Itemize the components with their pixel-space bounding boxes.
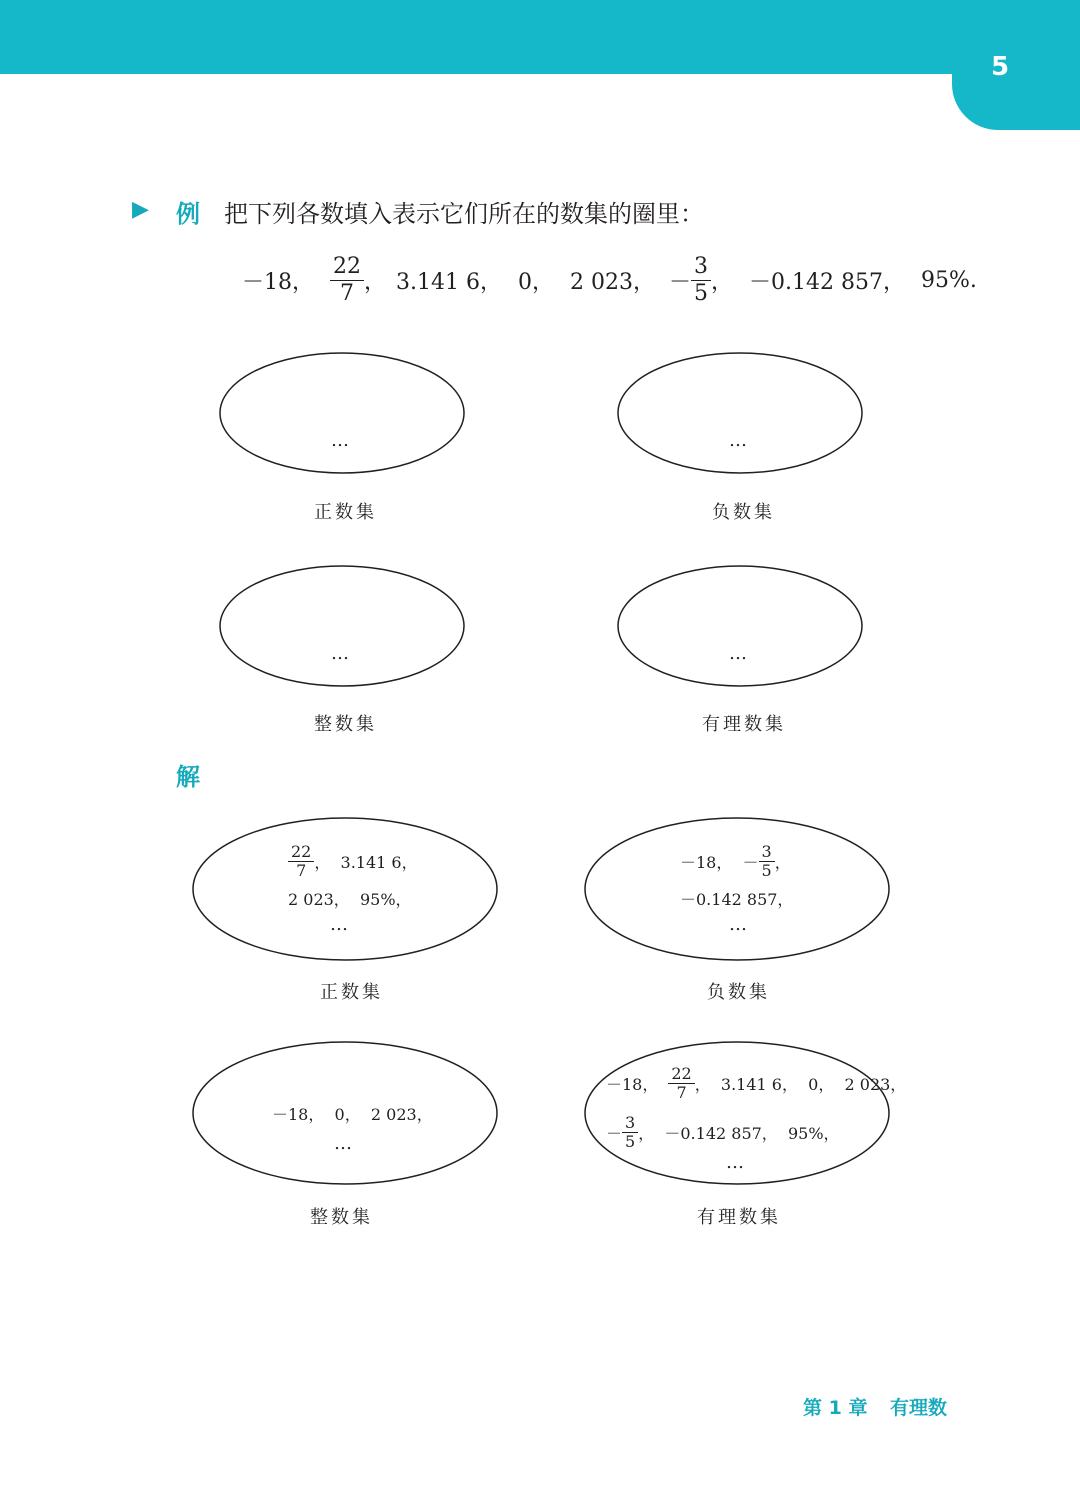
fraction-3-5: $\frac{3}{5}$ [691,254,711,306]
number-item: 2 023， [570,269,655,295]
example-prompt: 把下列各数填入表示它们所在的数集的圈里： [224,200,704,228]
ellipsis: … [331,430,350,451]
number-item: 0， [518,269,554,295]
solution-positive-ellipse [193,818,497,960]
integer-set-label: 整数集 [314,714,377,735]
play-arrow-icon: ▶ [132,196,149,222]
ellipsis: … [729,430,748,451]
ellipsis: … [330,914,349,935]
page-number: 5 [990,52,1010,82]
solution-label: 解 [176,763,200,791]
fraction-3-5: $\frac{3}{5}$ [759,843,775,881]
ellipsis: … [331,643,350,664]
negative-set-line1: －18， － $\frac{3}{5}$ ， [680,842,791,881]
negative-set-label: 负数集 [707,982,770,1003]
example-label: 例 [176,200,200,228]
negative-set-line2: －0.142 857， [680,890,794,909]
rational-set-line1: －18， $\frac{22}{7}$ ， 3.141 6， 0， 2 023， [606,1064,907,1103]
number-item: －0.142 857， [749,269,905,295]
integer-set-line1: －18， 0， 2 023， [272,1105,433,1124]
fraction-22-7: $\frac{22}{7}$ [330,254,364,306]
number-item: －18， [242,269,314,295]
integer-set-label: 整数集 [310,1207,373,1228]
fraction-3-5: $\frac{3}{5}$ [622,1114,638,1152]
empty-negative-ellipse [618,353,862,473]
number-item: 95%. [920,267,977,293]
positive-set-line1: $\frac{22}{7}$ ， 3.141 6， [288,843,418,881]
empty-integer-ellipse [220,566,464,686]
number-list: －18， $\frac{22}{7}$ ， 3.141 6， 0， 2 023， － $\frac{3}{5}$ ， －0.142 857， 95%. [242,254,977,306]
footer-title: 有理数 [890,1397,948,1419]
ellipsis: … [334,1133,353,1154]
empty-positive-ellipse [220,353,464,473]
empty-rational-ellipse [618,566,862,686]
rational-set-label: 有理数集 [697,1207,781,1228]
number-item: 3.141 6， [396,269,502,295]
ellipsis: … [729,643,748,664]
ellipsis: … [726,1152,745,1173]
negative-set-label: 负数集 [712,502,775,523]
solution-negative-ellipse [585,818,889,960]
footer-chapter: 第 1 章 [803,1397,868,1419]
fraction-22-7: $\frac{22}{7}$ [288,843,314,881]
ellipsis: … [729,914,748,935]
rational-set-label: 有理数集 [702,714,786,735]
rational-set-line2: － $\frac{3}{5}$ ， －0.142 857， 95%， [606,1113,840,1152]
fraction-22-7: $\frac{22}{7}$ [668,1065,694,1103]
positive-set-label: 正数集 [314,502,377,523]
positive-set-label: 正数集 [320,982,383,1003]
positive-set-line2: 2 023， 95%， [288,890,412,909]
